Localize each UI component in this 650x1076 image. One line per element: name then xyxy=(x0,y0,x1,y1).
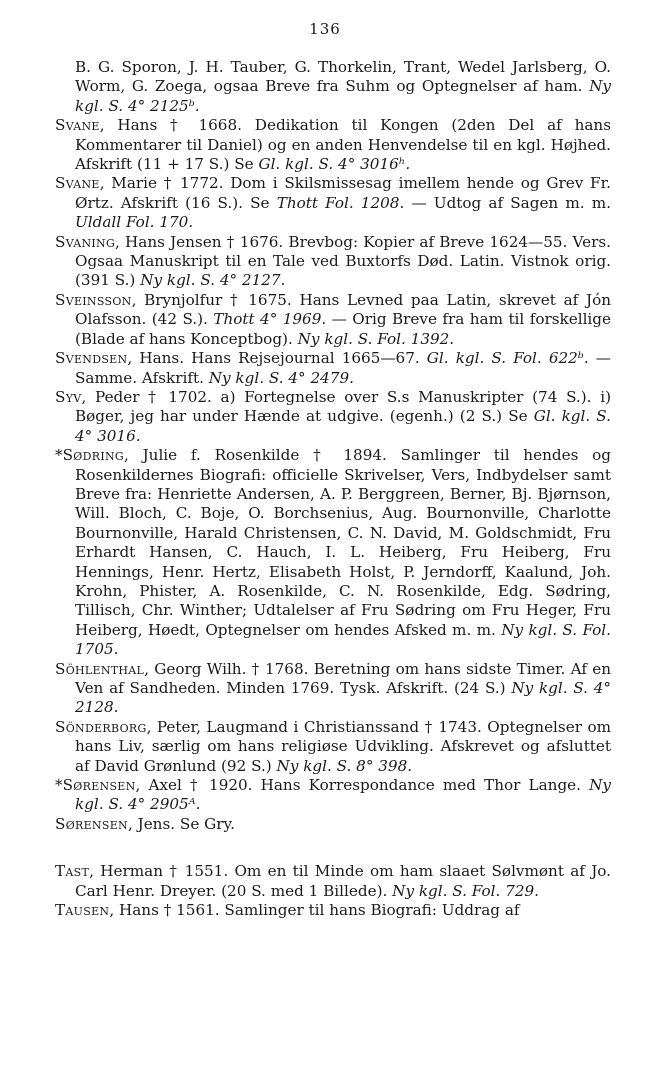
page-number: 136 xyxy=(309,20,341,38)
register-entry xyxy=(55,388,611,446)
entry-text: — Orig Breve fra ham til forskellige (Blade af hans Konceptbog). xyxy=(75,310,611,348)
shelfmark: Ny kgl. S. 8° 398. xyxy=(276,756,413,775)
register-entry xyxy=(55,862,611,901)
entry-name: Sødring xyxy=(62,446,124,465)
entry-text: , Hans † 1561. Samlinger til hans Biografi: Uddrag af xyxy=(109,901,520,920)
entry-text: , Marie † 1772. Dom i Skilsmissesag imellem hende og Grev Fr. Ørtz. Afskrift (16 S.). Se xyxy=(75,174,611,212)
entry-name: Svendsen xyxy=(55,349,128,368)
entry-name: Sørensen xyxy=(62,776,136,795)
register-entry xyxy=(55,815,611,834)
shelfmark: Ny kgl. S. Fol. 1392. xyxy=(297,329,455,348)
entry-text: , Hans † 1668. Dedikation til Kongen (2den Del af hans Kommentarer til Daniel) og en anden Henvendelse til en kgl. Højhed. Afskrift (11 + 17 S.) Se xyxy=(75,116,611,174)
entry-name: Tast xyxy=(55,862,90,881)
shelfmark: Ny kgl. S. 4° 2479. xyxy=(208,368,354,387)
register-column xyxy=(55,58,611,920)
entry-text: — Samme. Afskrift. xyxy=(75,349,611,387)
shelfmark: Ny kgl. S. 4° 2125ᵇ. xyxy=(75,77,611,115)
shelfmark: Ny kgl. S. Fol. 729. xyxy=(392,881,539,900)
register-entry xyxy=(55,660,611,718)
register-entry xyxy=(55,718,611,776)
register-entry xyxy=(55,291,611,349)
entry-name: Sveinsson xyxy=(55,290,132,309)
entry-text: , Georg Wilh. † 1768. Beretning om hans sidste Timer. Af en Ven af Sandheden. Minden 1769. Tysk. Afskrift. (24 S.) xyxy=(75,659,611,697)
register-entry xyxy=(55,233,611,291)
entry-name: Svane xyxy=(55,174,100,193)
entry-name: Svane xyxy=(55,116,100,135)
shelfmark: Gl. kgl. S. 4° 3016. xyxy=(75,407,611,445)
entry-name: Söhlenthal xyxy=(55,659,145,678)
entry-text: , Julie f. Rosenkilde † 1894. Samlinger til hendes og Rosenkildernes Biografi: officielle Skrivelser, Vers, Indbydelser samt Breve fra: Henriette Andersen, A. P. Berggreen, Berner, Bj. Bjørnson, Will. Bloch, C. Boje, O. Borchsenius, Aug. Bournonville, Charlotte Bournonville, Harald Christensen, C. N. David, M. Goldschmidt, Fru Erhardt Hansen, C. Hauch, I. L. Heiberg, Fru Heiberg, Fru Hennings, Henr. Hertz, Elisabeth Holst, P. Jerndorff, Kaalund, Joh. Krohn, Phister, A. Rosenkilde, C. N. Rosenkilde, Edg. Sødring, Tillisch, Chr. Winther; Udtalelser af Fru Sødring om Fru Heger, Fru Heiberg, Høedt, Optegnelser om hendes Afsked m. m. xyxy=(75,446,611,639)
entry-text: * xyxy=(55,776,63,795)
entry-text: , Brynjolfur † 1675. Hans Levned paa Latin, skrevet af Jón Olafsson. (42 S.). xyxy=(75,290,611,329)
shelfmark: Uldall Fol. 170. xyxy=(75,213,194,232)
shelfmark: Gl. kgl. S. 4° 3016ʰ. xyxy=(258,155,411,174)
shelfmark: Thott Fol. 1208. xyxy=(276,193,405,212)
entry-text: , Peder † 1702. a) Fortegnelse over S.s Manuskripter (74 S.). i) Bøger, jeg har under Hænde at udgive. (egenh.) (2 S.) Se xyxy=(75,387,611,426)
shelfmark: Gl. kgl. S. Fol. 622ᵇ. xyxy=(426,349,589,368)
register-entry xyxy=(55,776,611,815)
register-entry xyxy=(55,901,611,920)
entry-text: , Peter, Laugmand i Christianssand † 1743. Optegnelser om hans Liv, særlig om hans religiøse Udvikling. Afskrevet og afsluttet af David Grønlund (92 S.) xyxy=(75,717,611,775)
shelfmark: Ny kgl. S. 4° 2905ᴬ. xyxy=(75,776,611,814)
entry-text: , Axel † 1920. Hans Korrespondance med Thor Lange. xyxy=(135,776,590,795)
shelfmark: Ny kgl. S. Fol. 1705. xyxy=(75,620,611,659)
entry-name: Syv xyxy=(55,387,82,406)
entry-name: Sørensen xyxy=(55,814,128,833)
register-entry xyxy=(55,446,611,659)
register-entry xyxy=(55,58,611,116)
entry-text: — Udtog af Sagen m. m. xyxy=(404,193,611,212)
entry-text: , Jens. Se Gry. xyxy=(127,814,235,833)
entry-text: , Hans Jensen † 1676. Brevbog: Kopier af Breve 1624—55. Vers. Ogsaa Manuskript til en Tale ved Buxtorfs Død. Latin. Vistnok orig. (391 S.) xyxy=(75,232,611,290)
register-entry xyxy=(55,116,611,174)
entry-name: Tausen xyxy=(55,901,110,920)
shelfmark: Ny kgl. S. 4° 2127. xyxy=(140,271,286,290)
entry-text: , Herman † 1551. Om en til Minde om ham slaaet Sølvmønt af Jo. Carl Henr. Dreyer. (20 S. med 1 Billede). xyxy=(75,862,611,900)
register-entry xyxy=(55,174,611,232)
entry-text: * xyxy=(55,446,63,465)
shelfmark: Thott 4° 1969. xyxy=(213,310,327,329)
register-entry xyxy=(55,349,611,388)
entry-text: B. G. Sporon, J. H. Tauber, G. Thorkelin, Trant, Wedel Jarlsberg, O. Worm, G. Zoega, ogsaa Breve fra Suhm og Optegnelser af ham. xyxy=(75,58,611,96)
shelfmark: Ny kgl. S. 4° 2128. xyxy=(75,679,611,717)
section-gap xyxy=(55,834,611,862)
entry-name: Svaning xyxy=(55,232,116,251)
entry-name: Sönderborg xyxy=(55,717,147,736)
entry-text: , Hans. Hans Rejsejournal 1665—67. xyxy=(127,349,427,368)
